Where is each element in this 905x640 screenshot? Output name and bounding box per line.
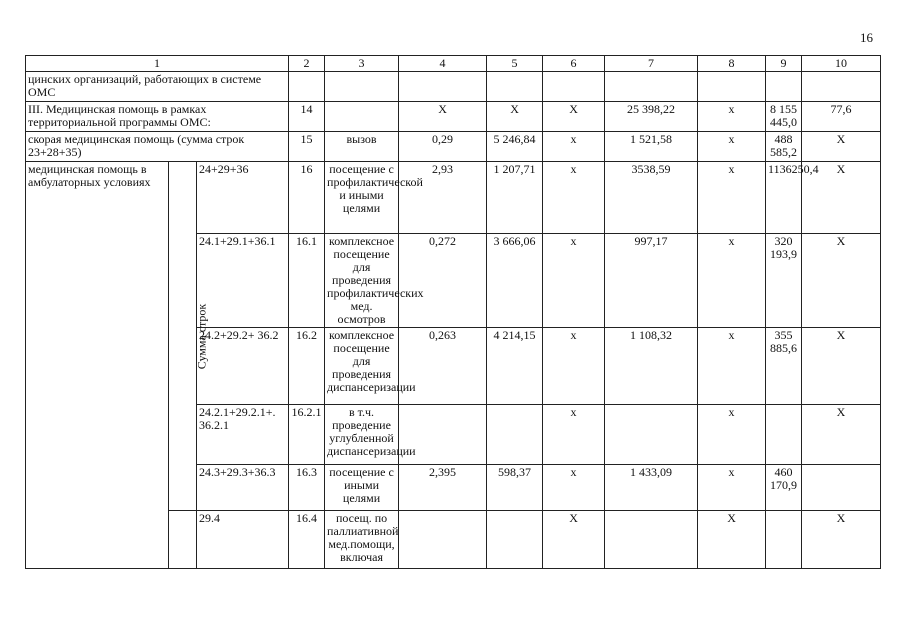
cell: 355 885,6 — [766, 328, 802, 405]
header-cell: 8 — [698, 56, 766, 72]
cell — [605, 511, 698, 569]
cell: 598,37 — [487, 465, 543, 511]
header-cell: 10 — [802, 56, 881, 72]
cell: 15 — [289, 132, 325, 162]
sub-formula: 24+29+36 — [197, 162, 289, 234]
cell: 16 — [289, 162, 325, 234]
table-row — [26, 132, 881, 162]
cell: 16.2.1 — [289, 405, 325, 465]
cell: 0,29 — [399, 132, 487, 162]
cell: x — [543, 328, 605, 405]
cell — [487, 405, 543, 465]
cell: X — [802, 234, 881, 328]
header-cell: 3 — [325, 56, 399, 72]
header-cell: 1 — [26, 56, 289, 72]
cell: X — [698, 511, 766, 569]
header-cell: 5 — [487, 56, 543, 72]
cell: x — [698, 405, 766, 465]
cell — [766, 405, 802, 465]
cell: X — [802, 405, 881, 465]
cell: 77,6 — [802, 102, 881, 132]
cell: x — [698, 234, 766, 328]
cell: вызов — [325, 132, 399, 162]
cell: 16.3 — [289, 465, 325, 511]
sub-formula: 24.1+29.1+36.1 — [197, 234, 289, 328]
cell: комплексное посещение для проведения профилактических мед. осмотров — [325, 234, 399, 328]
cell: X — [543, 102, 605, 132]
sub-formula: 24.2.1+29.2.1+. 36.2.1 — [197, 405, 289, 465]
cell: посещение с профилактической и иными целями — [325, 162, 399, 234]
cell: 0,263 — [399, 328, 487, 405]
page-number: 16 — [860, 30, 873, 45]
row-name: цинских организаций, работающих в системе ОМС — [26, 72, 289, 102]
cell: x — [543, 234, 605, 328]
sub-formula: 24.3+29.3+36.3 — [197, 465, 289, 511]
cell: 14 — [289, 102, 325, 132]
cell: 3 666,06 — [487, 234, 543, 328]
empty-cell — [169, 511, 197, 569]
sum-rows-label: Сумма строк — [169, 162, 197, 511]
cell: посещ. по паллиативной мед.помощи, включая — [325, 511, 399, 569]
cell: 4 214,15 — [487, 328, 543, 405]
cell: посещение с иными целями — [325, 465, 399, 511]
cell: 0,272 — [399, 234, 487, 328]
cell: x — [543, 162, 605, 234]
cell: X — [802, 328, 881, 405]
table-row — [26, 102, 881, 132]
cell: x — [698, 328, 766, 405]
cell: x — [543, 465, 605, 511]
row-name: медицинская помощь в амбулаторных условиях — [26, 162, 169, 569]
cell: 1 521,58 — [605, 132, 698, 162]
cell: x — [698, 162, 766, 234]
cell: X — [802, 132, 881, 162]
row-name: III. Медицинская помощь в рамках территориальной программы ОМС: — [26, 102, 289, 132]
cell: x — [698, 102, 766, 132]
cell — [766, 511, 802, 569]
cell — [325, 102, 399, 132]
cell: 16.1 — [289, 234, 325, 328]
cell: 320 193,9 — [766, 234, 802, 328]
cell — [487, 511, 543, 569]
cell: 997,17 — [605, 234, 698, 328]
header-cell: 9 — [766, 56, 802, 72]
cell: 16.2 — [289, 328, 325, 405]
cell: комплексное посещение для проведения диспансеризации — [325, 328, 399, 405]
cell: 1136250,4 — [766, 162, 802, 234]
cell: 16.4 — [289, 511, 325, 569]
cell: X — [543, 511, 605, 569]
cell: 1 108,32 — [605, 328, 698, 405]
cell: 25 398,22 — [605, 102, 698, 132]
cell: X — [487, 102, 543, 132]
data-table — [25, 55, 881, 569]
header-cell: 4 — [399, 56, 487, 72]
header-row — [26, 56, 881, 72]
cell — [802, 465, 881, 511]
header-cell: 6 — [543, 56, 605, 72]
cell: 8 155 445,0 — [766, 102, 802, 132]
cell: X — [399, 102, 487, 132]
cell: X — [802, 162, 881, 234]
cell: x — [698, 465, 766, 511]
cell: 2,395 — [399, 465, 487, 511]
cell: x — [543, 405, 605, 465]
cell: X — [802, 511, 881, 569]
cell: 488 585,2 — [766, 132, 802, 162]
cell: 1 433,09 — [605, 465, 698, 511]
cell: 1 207,71 — [487, 162, 543, 234]
cell: в т.ч. проведение углубленной диспансеризации — [325, 405, 399, 465]
table-row — [26, 162, 881, 234]
cell — [605, 405, 698, 465]
header-cell: 2 — [289, 56, 325, 72]
row-name: скорая медицинская помощь (сумма строк 23+28+35) — [26, 132, 289, 162]
header-cell: 7 — [605, 56, 698, 72]
table-row — [26, 72, 881, 102]
cell: x — [698, 132, 766, 162]
cell: 3538,59 — [605, 162, 698, 234]
sub-formula: 24.2+29.2+ 36.2 — [197, 328, 289, 405]
cell: 2,93 — [399, 162, 487, 234]
cell: 460 170,9 — [766, 465, 802, 511]
cell: 5 246,84 — [487, 132, 543, 162]
cell: x — [543, 132, 605, 162]
sub-formula: 29.4 — [197, 511, 289, 569]
cell — [399, 511, 487, 569]
